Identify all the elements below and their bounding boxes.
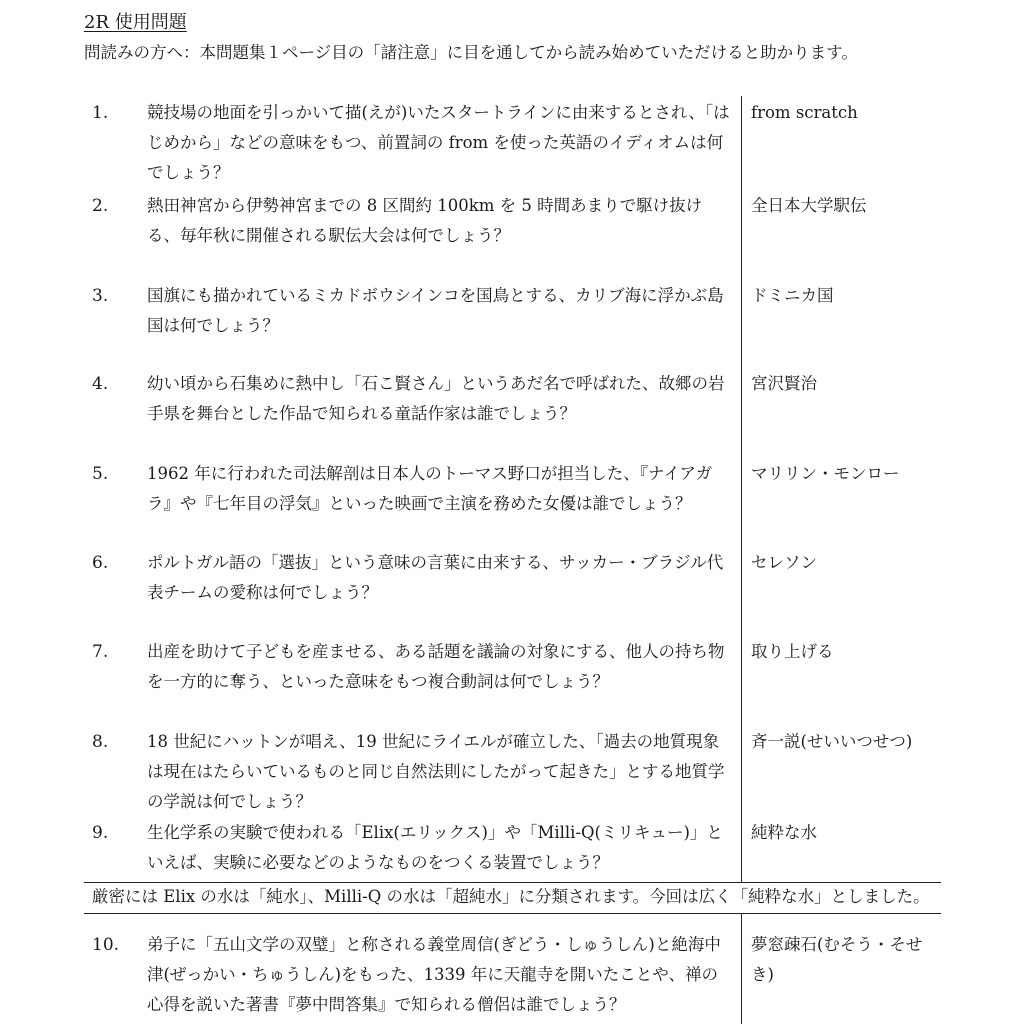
question-text: 18 世紀にハットンが唱え、19 世紀にライエルが確立した、「過去の地質現象は現在はたらいているものと同じ自然法則にしたがって起きた」とする地質学の学説は何でしょう？ bbox=[147, 732, 725, 811]
question-text: 熱田神宮から伊勢神宮までの 8 区間約 100km を 5 時間あまりで駆け抜ける、毎年秋に開催される駅伝大会は何でしょう？ bbox=[147, 196, 703, 245]
question-answer: from scratch bbox=[751, 103, 858, 122]
reader-note: 問読みの方へ：本問題集１ページ目の「諸注意」に目を通してから読み始めていただけると助かります。 bbox=[84, 43, 858, 62]
question-text: 弟子に「五山文学の双璧」と称される義堂周信(ぎどう・しゅうしん)と絶海中津(ぜっかい・ちゅうしん)をもった、1339 年に天龍寺を開いたことや、禅の心得を説いた著書『夢中問答集』で知られる僧侶は誰でしょう？ bbox=[147, 935, 721, 1014]
question-answer: 斉一説(せいいつせつ) bbox=[751, 732, 913, 751]
column-divider-upper bbox=[741, 96, 742, 882]
question-number: 8. bbox=[92, 732, 109, 752]
question-text: 幼い頃から石集めに熱中し「石こ賢さん」というあだ名で呼ばれた、故郷の岩手県を舞台とした作品で知られる童話作家は誰でしょう？ bbox=[147, 374, 725, 423]
footnote: 厳密には Elix の水は「純水」、Milli-Q の水は「超純水」に分類されます。今回は広く「純粋な水」としました。 bbox=[92, 887, 930, 906]
question-number: 6. bbox=[92, 553, 109, 573]
question-answer: 全日本大学駅伝 bbox=[751, 196, 867, 215]
question-answer: ドミニカ国 bbox=[751, 286, 834, 305]
question-answer: セレソン bbox=[751, 553, 817, 572]
question-text: 生化学系の実験で使われる「Elix(エリックス)」や「Milli-Q(ミリキュー)」といえば、実験に必要などのようなものをつくる装置でしょう？ bbox=[147, 823, 723, 872]
question-answer: マリリン・モンロー bbox=[751, 464, 900, 483]
question-number: 1. bbox=[92, 103, 109, 123]
question-number: 3. bbox=[92, 286, 109, 306]
page-title: 2R 使用問題 bbox=[84, 12, 187, 33]
question-number: 10. bbox=[92, 935, 120, 955]
question-number: 5. bbox=[92, 464, 109, 484]
question-number: 9. bbox=[92, 823, 109, 843]
question-number: 7. bbox=[92, 642, 109, 662]
question-text: 競技場の地面を引っかいて描(えが)いたスタートラインに由来するとされ、「はじめから」などの意味をもつ、前置詞の from を使った英語のイディオムは何でしょう？ bbox=[147, 103, 730, 182]
question-text: ポルトガル語の「選抜」という意味の言葉に由来する、サッカー・ブラジル代表チームの愛称は何でしょう？ bbox=[147, 553, 724, 602]
question-answer: 純粋な水 bbox=[751, 823, 817, 842]
question-answer: 宮沢賢治 bbox=[751, 374, 817, 393]
question-text: 国旗にも描かれているミカドボウシインコを国鳥とする、カリブ海に浮かぶ島国は何でしょう？ bbox=[147, 286, 724, 335]
footnote-top-rule bbox=[84, 882, 941, 883]
question-text: 出産を助けて子どもを産ませる、ある話題を議論の対象にする、他人の持ち物を一方的に奪う、といった意味をもつ複合動詞は何でしょう？ bbox=[147, 642, 725, 691]
footnote-bottom-rule bbox=[84, 913, 941, 914]
question-number: 4. bbox=[92, 374, 109, 394]
question-answer: 取り上げる bbox=[751, 642, 834, 661]
question-answer: 夢窓疎石(むそう・そせき) bbox=[751, 935, 923, 984]
column-divider-lower bbox=[741, 914, 742, 1024]
question-text: 1962 年に行われた司法解剖は日本人のトーマス野口が担当した、『ナイアガラ』や『七年目の浮気』といった映画で主演を務めた女優は誰でしょう？ bbox=[147, 464, 713, 513]
question-number: 2. bbox=[92, 196, 109, 216]
